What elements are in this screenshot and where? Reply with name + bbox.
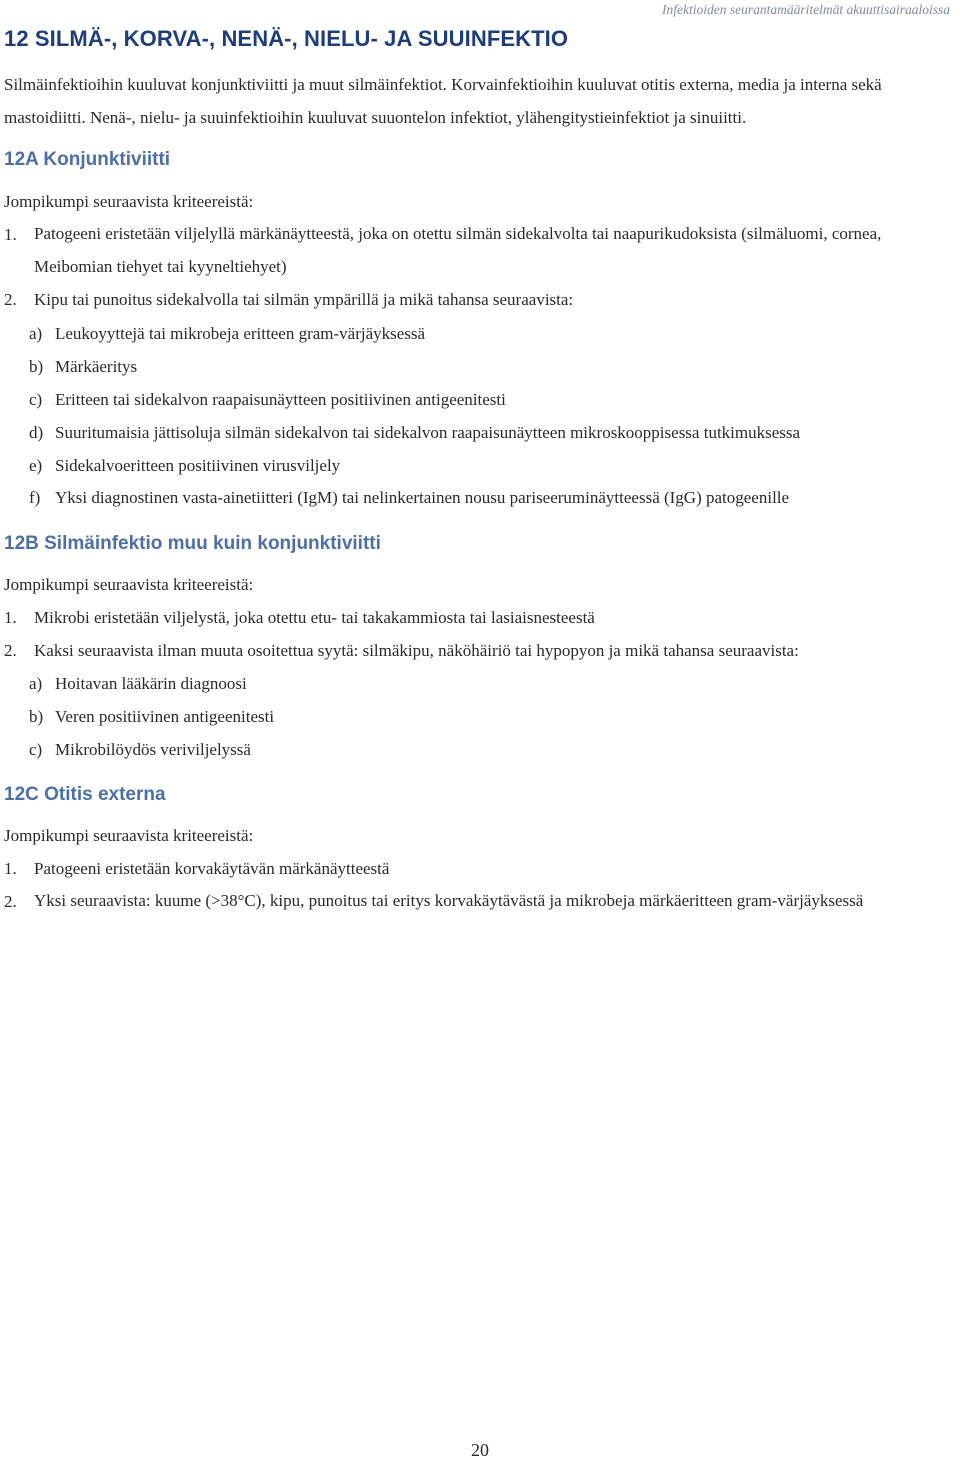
item-text: Yksi seuraavista: kuume (>38°C), kipu, punoitus tai eritys korvakäytävästä ja mikrobeja märkäeritteen gram-värjäyksessä bbox=[34, 891, 864, 910]
criteria-label-12c: Jompikumpi seuraavista kriteereistä: bbox=[4, 826, 254, 845]
list-item bbox=[4, 859, 954, 883]
item-number: 2. bbox=[4, 290, 17, 309]
item-number: 1. bbox=[4, 859, 17, 878]
sub-item-letter: c) bbox=[29, 740, 43, 759]
sub-item-text: Suuritumaisia jättisoluja silmän sidekalvon tai sidekalvon raapaisunäytteen mikroskooppisessa tutkimuksessa bbox=[55, 423, 801, 442]
sub-list-item bbox=[29, 324, 949, 348]
sub-item-letter: c) bbox=[29, 390, 43, 409]
section-title-12b: 12B Silmäinfektio muu kuin konjunktiviitti bbox=[4, 533, 381, 554]
sub-item-text: Eritteen tai sidekalvon raapaisunäytteen positiivinen antigeenitesti bbox=[55, 390, 506, 409]
sub-item-text: Veren positiivinen antigeenitesti bbox=[55, 707, 275, 726]
sub-list-item bbox=[29, 357, 949, 381]
sub-item-letter: e) bbox=[29, 456, 43, 475]
sub-item-text: Mikrobilöydös veriviljelyssä bbox=[55, 740, 251, 759]
item-number: 1. bbox=[4, 225, 17, 244]
sub-list-item bbox=[29, 740, 949, 764]
sub-list-item bbox=[29, 390, 949, 414]
list-item bbox=[4, 608, 954, 632]
item-text: Mikrobi eristetään viljelystä, joka otettu etu- tai takakammiosta tai lasiaisnesteestä bbox=[34, 608, 595, 627]
sub-list-item bbox=[29, 456, 949, 480]
sub-item-letter: d) bbox=[29, 423, 44, 442]
sub-item-text: Sidekalvoeritteen positiivinen virusviljely bbox=[55, 456, 341, 475]
item-text: Patogeeni eristetään korvakäytävän märkänäytteestä bbox=[34, 859, 390, 878]
criteria-label-12a: Jompikumpi seuraavista kriteereistä: bbox=[4, 192, 254, 211]
sub-item-letter: a) bbox=[29, 324, 43, 343]
sub-list-item bbox=[29, 488, 949, 512]
list-item bbox=[4, 892, 954, 958]
item-number: 2. bbox=[4, 892, 17, 911]
criteria-label-12b: Jompikumpi seuraavista kriteereistä: bbox=[4, 575, 254, 594]
sub-list-item bbox=[29, 707, 949, 731]
list-item bbox=[4, 641, 954, 665]
list-item bbox=[4, 290, 954, 314]
sub-item-text: Hoitavan lääkärin diagnoosi bbox=[55, 674, 247, 693]
list-item bbox=[4, 225, 954, 291]
item-number: 2. bbox=[4, 641, 17, 660]
section-title-12c: 12C Otitis externa bbox=[4, 784, 166, 805]
sub-item-letter: b) bbox=[29, 707, 44, 726]
chapter-intro: Silmäinfektioihin kuuluvat konjunktiviitti ja muut silmäinfektiot. Korvainfektioihin kuuluvat otitis externa, media ja interna sekä mastoidiitti. Nenä-, nielu- ja suuinfektioihin kuuluvat suuontelon infektiot, ylähengitystieinfektiot ja sinuiitti. bbox=[4, 75, 882, 127]
sub-list-item bbox=[29, 674, 949, 698]
item-text: Patogeeni eristetään viljelyllä märkänäytteestä, joka on otettu silmän sidekalvolta tai naapurikudoksista (silmäluomi, cornea, Meibomian tiehyet tai kyyneltiehyet) bbox=[34, 224, 882, 276]
sub-item-letter: a) bbox=[29, 674, 43, 693]
page-number: 20 bbox=[471, 1440, 489, 1460]
sub-item-letter: b) bbox=[29, 357, 44, 376]
item-text: Kipu tai punoitus sidekalvolla tai silmän ympärillä ja mikä tahansa seuraavista: bbox=[34, 290, 574, 309]
running-header: Infektioiden seurantamääritelmät akuuttisairaaloissa bbox=[662, 2, 950, 17]
sub-item-letter: f) bbox=[29, 488, 41, 507]
item-text: Kaksi seuraavista ilman muuta osoitettua syytä: silmäkipu, näköhäiriö tai hypopyon ja mikä tahansa seuraavista: bbox=[34, 641, 799, 660]
section-title-12a: 12A Konjunktiviitti bbox=[4, 149, 171, 170]
sub-list-item bbox=[29, 423, 949, 447]
chapter-title: 12 SILMÄ-, KORVA-, NENÄ-, NIELU- JA SUUINFEKTIO bbox=[4, 26, 569, 51]
item-number: 1. bbox=[4, 608, 17, 627]
sub-item-text: Yksi diagnostinen vasta-ainetiitteri (IgM) tai nelinkertainen nousu pariseeruminäytteessä (IgG) patogeenille bbox=[55, 488, 790, 507]
sub-item-text: Märkäeritys bbox=[55, 357, 138, 376]
sub-item-text: Leukoyyttejä tai mikrobeja eritteen gram-värjäyksessä bbox=[55, 324, 426, 343]
